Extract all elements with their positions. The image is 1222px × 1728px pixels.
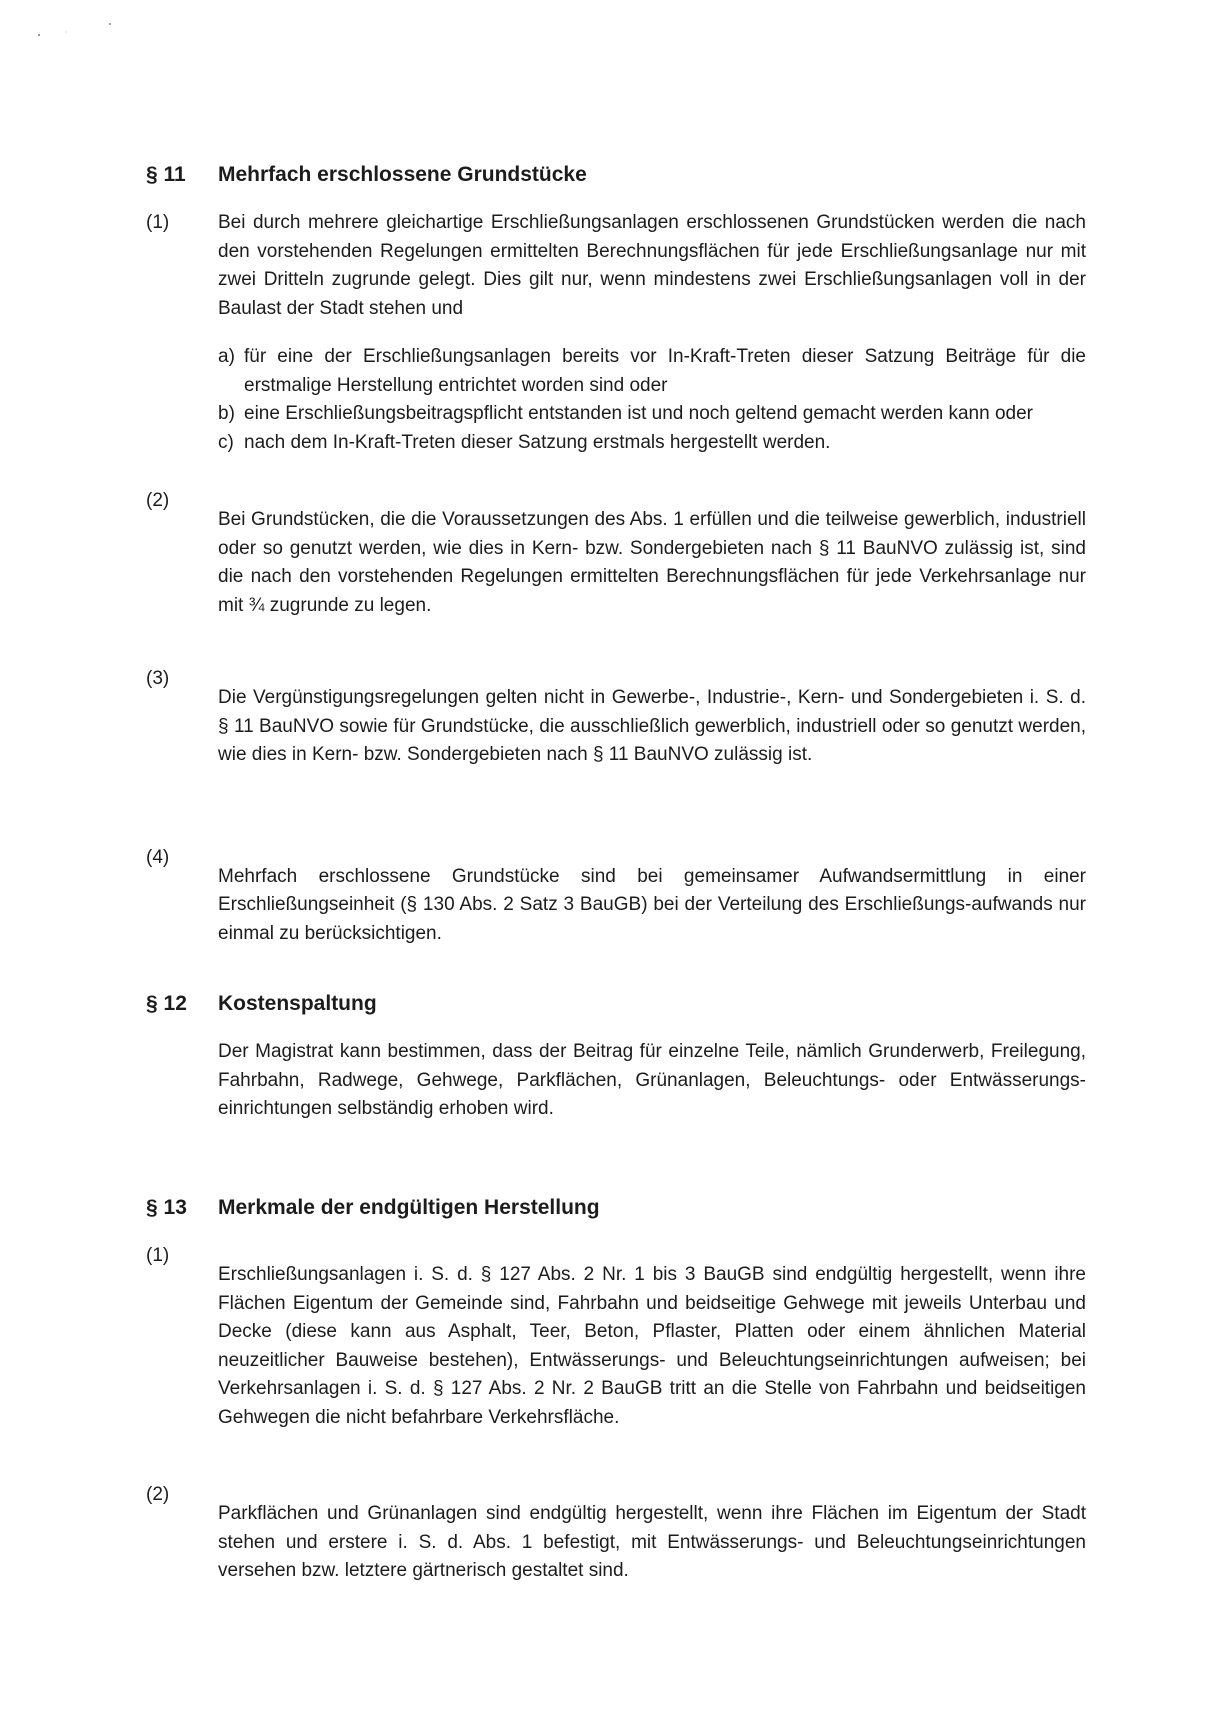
list-item: [218, 400, 1086, 429]
paragraph-text: Erschließungsanlagen i. S. d. § 127 Abs. 2 Nr. 1 bis 3 BauGB sind endgültig hergestellt, wenn ihre Flächen Eigentum der Gemeinde sind, Fahrbahn und beidseitige Gehwege mit jeweils Unterbau und Decke (diese kann aus Asphalt, Teer, Beton, Pflaster, Platten oder einem ähnlichen Material neuzeitlicher Bauweise bestehen), Entwässerungs- und Beleuchtungseinrichtungen aufweisen; bei Verkehrsanlagen i. S. d. § 127 Abs. 2 Nr. 2 BauGB tritt an die Stelle von Fahrbahn und beidseitigen Gehwegen die nicht befahrbare Verkehrsfläche.: [218, 1264, 1086, 1428]
section-13-heading: [146, 1196, 1086, 1220]
paragraph-text: Bei Grundstücken, die die Voraussetzungen des Abs. 1 erfüllen und die teilweise gewerblich, industriell oder so genutzt werden, wie dies in Kern- bzw. Sondergebieten nach § 11 BauNVO zulässig ist, sind die nach den vorstehenden Regelungen ermittelten Berechnungsflächen für jede Verkehrsanlage nur mit ¾ zugrunde zu legen.: [218, 509, 1086, 616]
list-item: [218, 429, 1086, 458]
list-item-text: nach dem In-Kraft-Treten dieser Satzung erstmals hergestellt werden.: [244, 431, 831, 453]
section-title: Kostenspaltung: [218, 992, 377, 1015]
section-12: [146, 992, 1086, 1143]
section-number: § 12: [146, 992, 187, 1015]
paragraph-text: Die Vergünstigungsregelungen gelten nicht in Gewerbe-, Industrie-, Kern- und Sondergebieten i. S. d. § 11 BauNVO sowie für Grundstücke, die ausschließlich gewerblich, industriell oder so genutzt werden, wie dies in Kern- bzw. Sondergebieten nach § 11 BauNVO zulässig ist.: [218, 687, 1086, 765]
section-11-paragraph-2: [146, 487, 1086, 639]
list-item: [218, 343, 1086, 400]
paragraph-text: Mehrfach erschlossene Grundstücke sind bei gemeinsamer Aufwandsermittlung in einer Erschließungseinheit (§ 130 Abs. 2 Satz 3 BauGB) bei der Verteilung des Erschließungs-aufwands nur einmal zu berücksichtigen.: [218, 865, 1086, 944]
list-item-letter: b): [218, 403, 235, 424]
section-12-heading: [146, 992, 1086, 1016]
condition-list: [218, 343, 1086, 457]
list-item-letter: c): [218, 431, 234, 453]
section-11-heading: [146, 163, 1086, 187]
section-11-paragraph-3: [146, 665, 1086, 789]
paragraph-number: (4): [146, 846, 170, 868]
list-item-text: eine Erschließungsbeitragspflicht entstanden ist und noch geltend gemacht werden kann oder: [244, 403, 1034, 424]
scan-specks: [30, 18, 120, 42]
paragraph-number: (3): [146, 668, 170, 689]
section-11-paragraph-4: [146, 844, 1086, 968]
paragraph-text: Bei durch mehrere gleichartige Erschließungsanlagen erschlossenen Grundstücken werden die nach den vorstehenden Regelungen ermittelten Berechnungsflächen für jede Erschließungsanlage nur mit zwei Dritteln zugrunde gelegt. Dies gilt nur, wenn mindestens zwei Erschließungsanlagen voll in der Baulast der Stadt stehen und: [218, 212, 1086, 319]
section-13: [146, 1196, 1086, 1631]
section-11-paragraph-1: [146, 209, 1086, 457]
section-13-paragraph-2: [146, 1481, 1086, 1605]
list-item-text: für eine der Erschließungsanlagen bereits vor In-Kraft-Treten dieser Satzung Beiträge für die erstmalige Herstellung entrichtet worden sind oder: [244, 346, 1086, 396]
section-12-text: Der Magistrat kann bestimmen, dass der Beitrag für einzelne Teile, nämlich Grunderwerb, Freilegung, Fahrbahn, Radwege, Gehwege, Parkflächen, Grünanlagen, Beleuchtungs- oder Entwässerungs-einrichtungen selbständig erhoben wird.: [218, 1041, 1086, 1119]
section-11: [146, 163, 1086, 993]
paragraph-number: (1): [146, 212, 170, 233]
section-title: Mehrfach erschlossene Grundstücke: [218, 163, 587, 186]
paragraph-number: (2): [146, 490, 170, 511]
section-number: § 11: [146, 163, 186, 186]
section-title: Merkmale der endgültigen Herstellung: [218, 1196, 600, 1219]
paragraph-text: Parkflächen und Grünanlagen sind endgültig hergestellt, wenn ihre Flächen im Eigentum der Stadt stehen und erstere i. S. d. Abs. 1 befestigt, mit Entwässerungs- und Beleuchtungseinrichtungen versehen bzw. letztere gärtnerisch gestaltet sind.: [218, 1503, 1086, 1581]
paragraph-number: (1): [146, 1245, 170, 1266]
section-13-paragraph-1: [146, 1242, 1086, 1451]
list-item-letter: a): [218, 346, 235, 367]
paragraph-number: (2): [146, 1484, 170, 1505]
section-number: § 13: [146, 1196, 187, 1219]
